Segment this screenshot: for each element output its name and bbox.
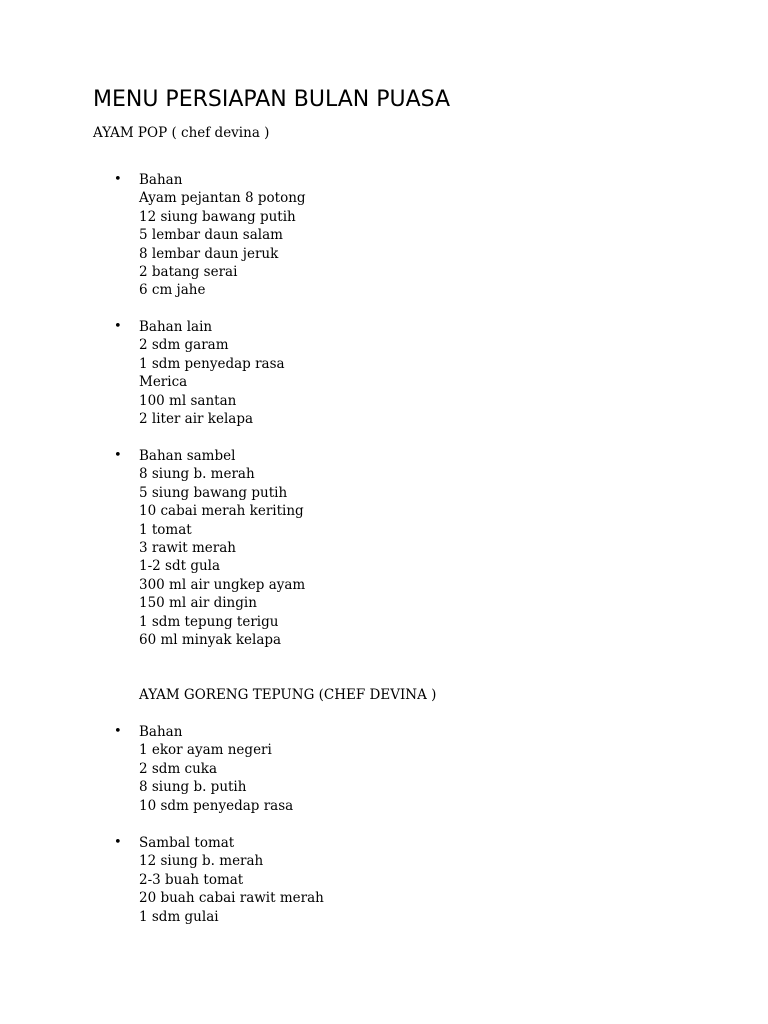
ingredient-line: 2 sdm cuka (139, 760, 218, 777)
section-lines (139, 318, 285, 428)
ingredient-line: 2 batang serai (139, 263, 238, 280)
section-lines (139, 834, 324, 926)
ingredient-line: 10 cabai merah keriting (139, 503, 304, 520)
ingredient-line: 2-3 buah tomat (139, 871, 244, 888)
ingredient-line: 8 lembar daun jeruk (139, 245, 279, 262)
section-heading: Bahan lain (139, 319, 213, 335)
recipe-title-ayam-pop: AYAM POP ( chef devina ) (93, 125, 270, 141)
ingredient-line: 5 lembar daun salam (139, 227, 283, 244)
ingredient-line: 20 buah cabai rawit merah (139, 890, 324, 907)
ingredient-line: Ayam pejantan 8 potong (139, 190, 306, 207)
recipe-title-ayam-goreng-tepung: AYAM GORENG TEPUNG (CHEF DEVINA ) (139, 687, 437, 703)
ingredient-line: 8 siung b. putih (139, 779, 247, 796)
section-heading: Bahan sambel (139, 448, 236, 464)
ingredient-line: 12 siung b. merah (139, 853, 264, 870)
section-heading: Bahan (139, 724, 183, 740)
bullet-icon: • (114, 835, 122, 850)
ingredient-line: 1-2 sdt gula (139, 558, 221, 575)
ingredient-line: 6 cm jahe (139, 282, 206, 299)
ingredient-line: 1 sdm tepung terigu (139, 613, 279, 630)
ingredient-line: 3 rawit merah (139, 539, 236, 556)
ingredient-line: 1 tomat (139, 521, 192, 538)
ingredient-line: Merica (139, 374, 188, 391)
ingredient-line: 1 sdm gulai (139, 908, 219, 925)
ingredient-line: 5 siung bawang putih (139, 484, 288, 501)
ingredient-line: 1 ekor ayam negeri (139, 742, 272, 759)
section-heading: Bahan (139, 172, 183, 188)
ingredient-line: 150 ml air dingin (139, 595, 257, 612)
ingredient-line: 8 siung b. merah (139, 466, 255, 483)
section-lines (139, 723, 293, 815)
bullet-icon: • (114, 448, 122, 463)
ingredient-line: 1 sdm penyedap rasa (139, 355, 285, 372)
ingredient-line: 60 ml minyak kelapa (139, 631, 282, 648)
section-heading: Sambal tomat (139, 835, 235, 851)
bullet-icon: • (114, 724, 122, 739)
section-lines (139, 447, 305, 649)
section-lines (139, 171, 306, 300)
ingredient-line: 12 siung bawang putih (139, 208, 296, 225)
document-title: MENU PERSIAPAN BULAN PUASA (93, 87, 451, 112)
ingredient-line: 2 liter air kelapa (139, 410, 254, 427)
ingredient-line: 300 ml air ungkep ayam (139, 576, 306, 593)
bullet-icon: • (114, 319, 122, 334)
ingredient-line: 2 sdm garam (139, 337, 229, 354)
bullet-icon: • (114, 172, 122, 187)
ingredient-line: 10 sdm penyedap rasa (139, 797, 294, 814)
ingredient-line: 100 ml santan (139, 392, 237, 409)
